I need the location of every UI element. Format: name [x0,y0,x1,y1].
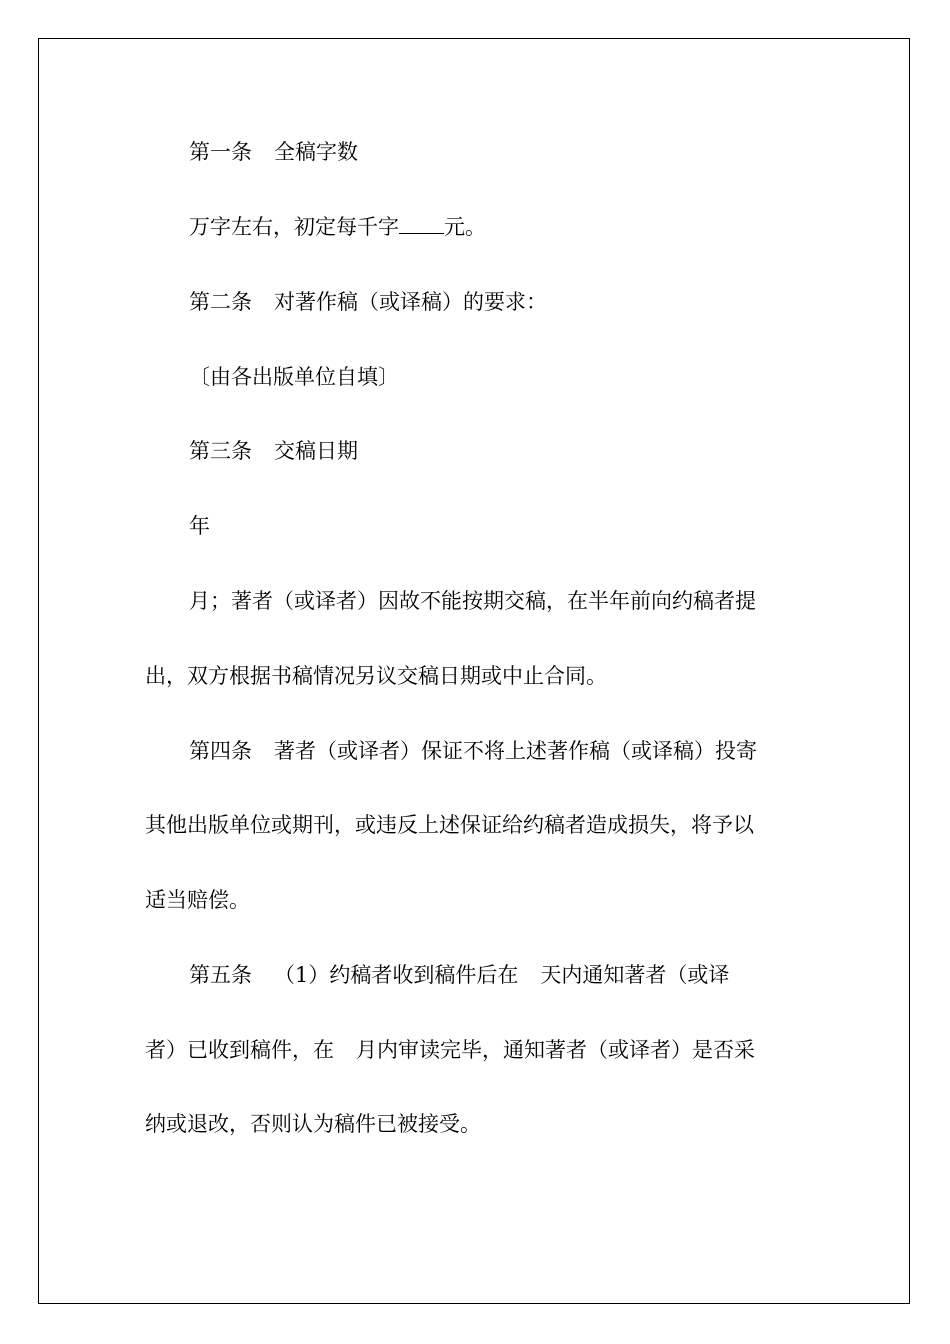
publisher-fill-note: 〔由各出版单位自填〕 [189,365,399,389]
article-number: 第三条 [189,439,252,463]
article-5-heading [189,961,849,989]
article-body: 天内通知著者（或译 [540,963,730,987]
text-segment: 者）已收到稿件，在 [145,1038,334,1062]
article-number: 第一条 [189,140,252,164]
article-number: 第五条 [189,963,252,987]
body-line: 月；著者（或译者）因故不能按期交稿，在半年前向约稿者提 [189,589,756,613]
article-title: 全稿字数 [274,140,358,164]
article-number: 第四条 [189,739,252,763]
article-3-heading [189,437,849,465]
text-segment: 万字左右，初定每千字 [189,215,399,239]
article-number: 第二条 [189,290,252,314]
word-count-line [189,213,849,241]
article-2-heading [189,288,849,316]
year-line: 年 [189,514,210,538]
body-line [145,1036,805,1064]
body-line: 其他出版单位或期刊，或违反上述保证给约稿者造成损失，将予以 [145,813,754,837]
fill-in-blank [399,215,444,234]
body-line: 出，双方根据书稿情况另议交稿日期或中止合同。 [145,664,607,688]
article-1-heading [189,138,849,166]
text-segment: 元。 [444,215,486,239]
article-title: 交稿日期 [274,439,358,463]
article-title: 对著作稿（或译稿）的要求： [274,290,547,314]
article-4-heading [189,737,849,765]
body-line: 适当赔偿。 [145,888,250,912]
text-segment: 月内审读完毕，通知著者（或译者）是否采 [356,1038,755,1062]
article-body: （1）约稿者收到稿件后在 [274,963,519,987]
article-body: 著者（或译者）保证不将上述著作稿（或译稿）投寄 [274,739,757,763]
body-line: 纳或退改，否则认为稿件已被接受。 [145,1112,481,1136]
